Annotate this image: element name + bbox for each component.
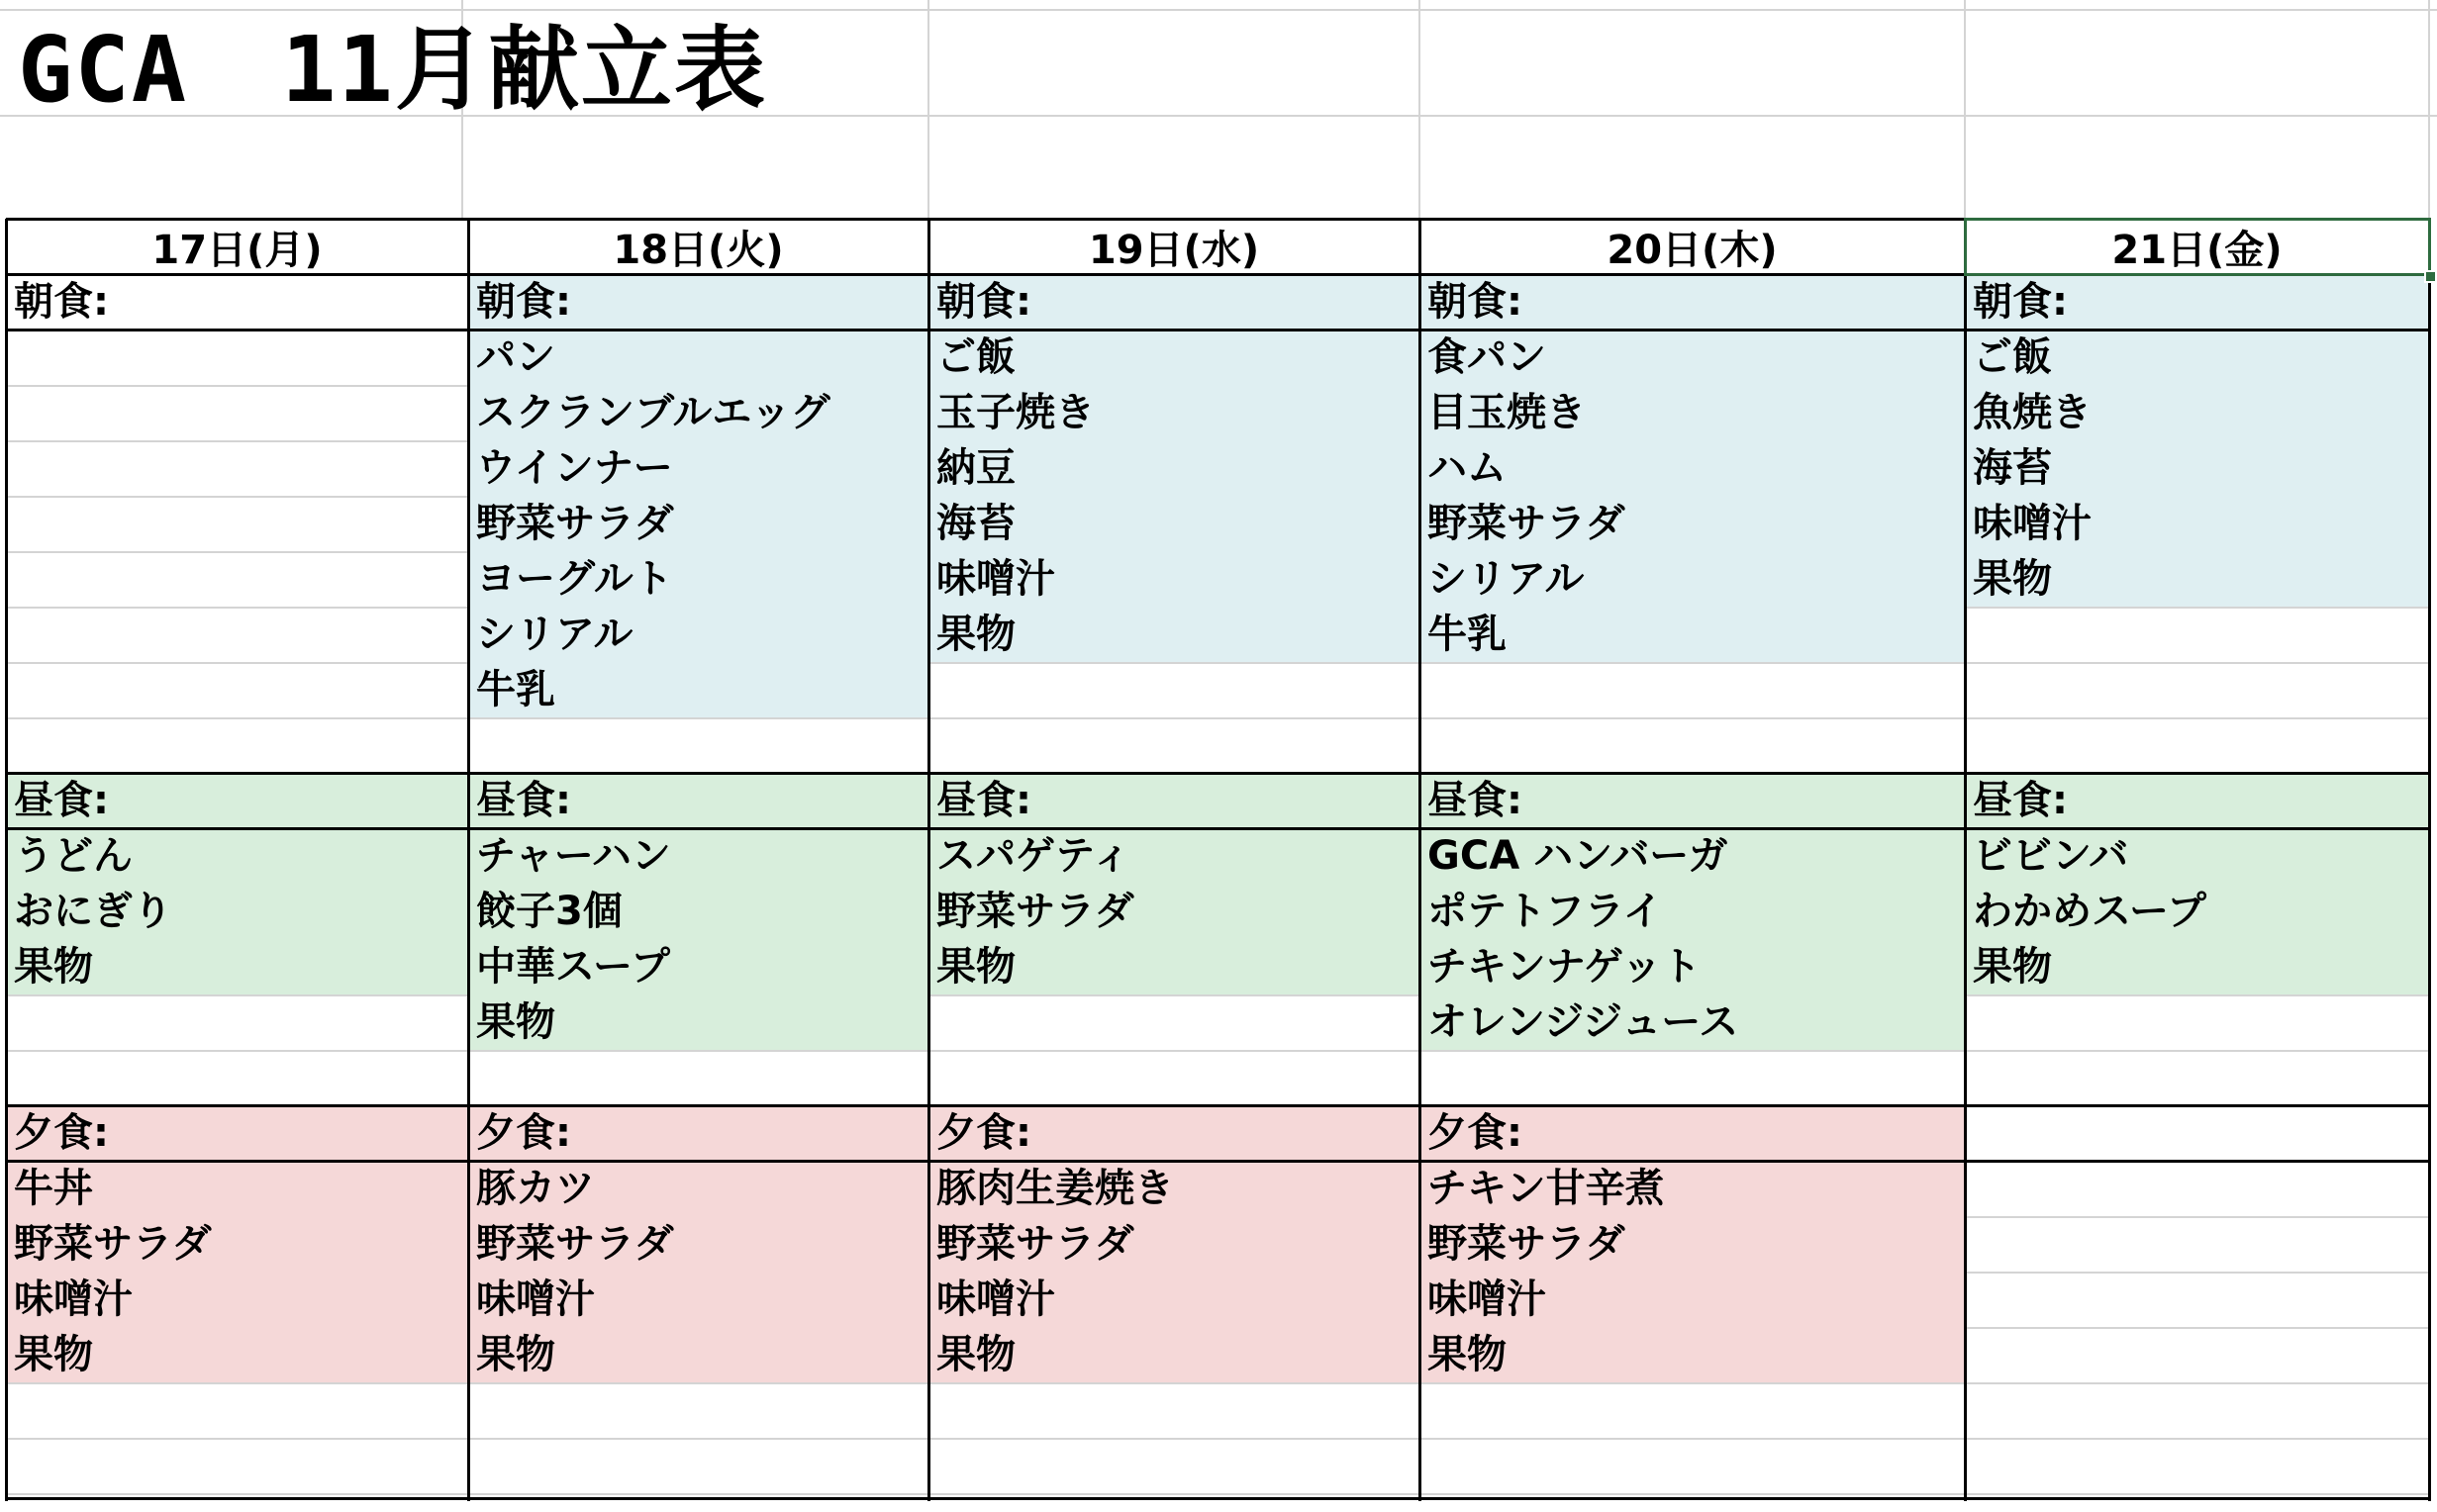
cell-gridline <box>6 385 468 387</box>
breakfast-label[interactable]: 朝食: <box>1427 279 1522 325</box>
menu-item[interactable]: 魚焼き <box>1973 390 2092 435</box>
breakfast-label[interactable]: 朝食: <box>476 279 571 325</box>
cell-gridline <box>6 1382 468 1384</box>
cell-gridline <box>6 440 468 442</box>
breakfast-label[interactable]: 朝食: <box>1973 279 2068 325</box>
menu-item[interactable]: 目玉焼き <box>1427 390 1586 435</box>
menu-item[interactable]: 野菜サラダ <box>1427 501 1625 546</box>
day-header[interactable]: 19日(水) <box>1088 227 1260 273</box>
dinner-label[interactable]: 夕食: <box>476 1110 571 1156</box>
cell-gridline <box>1965 1493 2429 1495</box>
menu-item[interactable]: オレンジジュース <box>1427 999 1739 1045</box>
cell-gridline <box>6 551 468 553</box>
selected-cell[interactable] <box>1964 218 2431 276</box>
cell-gridline <box>1419 717 1965 719</box>
table-border <box>6 1160 2429 1163</box>
cell-gridline <box>928 1382 1419 1384</box>
menu-item[interactable]: 中華スープ <box>476 944 670 990</box>
sheet-title[interactable]: GCA 11月献立表 <box>18 17 767 123</box>
cell-gridline <box>1419 662 1965 664</box>
table-border <box>927 219 930 1501</box>
menu-item[interactable]: シリアル <box>476 612 634 657</box>
menu-item[interactable]: 果物 <box>936 1332 1016 1377</box>
cell-gridline <box>6 496 468 498</box>
table-border <box>6 772 2429 775</box>
cell-gridline <box>6 607 468 609</box>
menu-item[interactable]: 餃子3個 <box>476 889 623 934</box>
cell-gridline <box>468 1382 928 1384</box>
menu-item[interactable]: スパゲティ <box>936 833 1131 879</box>
cell-gridline <box>1419 1382 1965 1384</box>
menu-item[interactable]: 味噌汁 <box>936 556 1055 602</box>
menu-item[interactable]: パン <box>476 334 555 380</box>
menu-item[interactable]: 果物 <box>936 612 1016 657</box>
table-border <box>2428 219 2431 1501</box>
cell-gridline <box>468 1050 928 1052</box>
day-header[interactable]: 17日(月) <box>151 227 323 273</box>
menu-item[interactable]: 野菜サラダ <box>476 1221 674 1267</box>
cell-gridline <box>1965 1382 2429 1384</box>
cell-gridline <box>6 1438 468 1440</box>
cell-gridline <box>928 662 1419 664</box>
menu-item[interactable]: 野菜サラダ <box>476 501 674 546</box>
menu-item[interactable]: わかめスープ <box>1973 889 2206 934</box>
dinner-label[interactable]: 夕食: <box>936 1110 1031 1156</box>
day-column <box>6 219 468 1501</box>
dinner-label[interactable]: 夕食: <box>14 1110 109 1156</box>
menu-item[interactable]: 果物 <box>14 944 93 990</box>
menu-table <box>6 219 2429 1501</box>
menu-item[interactable]: 牛乳 <box>476 667 555 712</box>
menu-item[interactable]: 野菜サラダ <box>14 1221 212 1267</box>
cell-gridline <box>928 717 1419 719</box>
menu-item[interactable]: ご飯 <box>936 334 1016 380</box>
day-column <box>1965 219 2429 1501</box>
menu-item[interactable]: 果物 <box>1973 556 2052 602</box>
cell-gridline <box>928 1493 1419 1495</box>
menu-item[interactable]: ハム <box>1427 445 1507 491</box>
menu-item[interactable]: チキンナゲット <box>1427 944 1702 990</box>
day-header[interactable]: 20日(木) <box>1607 227 1778 273</box>
cell-gridline <box>468 1493 928 1495</box>
menu-item[interactable]: 納豆 <box>936 445 1016 491</box>
table-border <box>6 1497 2429 1500</box>
table-border <box>6 1104 2429 1107</box>
menu-item[interactable]: 野菜サラダ <box>1427 1221 1625 1267</box>
menu-item[interactable]: 豚肉生姜焼き <box>936 1166 1174 1211</box>
table-border <box>467 219 470 1501</box>
cell-gridline <box>6 994 468 996</box>
menu-item[interactable]: 果物 <box>476 1332 555 1377</box>
breakfast-label[interactable]: 朝食: <box>936 279 1031 325</box>
menu-item[interactable]: 味噌汁 <box>476 1276 595 1322</box>
menu-item[interactable]: 味噌汁 <box>14 1276 133 1322</box>
menu-item[interactable]: 果物 <box>14 1332 93 1377</box>
menu-item[interactable]: 果物 <box>1973 944 2052 990</box>
menu-item[interactable]: 海苔 <box>1973 445 2052 491</box>
lunch-label[interactable]: 昼食: <box>14 778 109 823</box>
cell-gridline <box>928 1438 1419 1440</box>
lunch-label[interactable]: 昼食: <box>476 778 571 823</box>
menu-item[interactable]: ポテトフライ <box>1427 889 1663 934</box>
menu-item[interactable]: 果物 <box>476 999 555 1045</box>
day-column <box>1419 219 1965 1501</box>
table-border <box>1418 219 1421 1501</box>
menu-item[interactable]: 玉子焼き <box>936 390 1095 435</box>
menu-item[interactable]: 味噌汁 <box>1427 1276 1546 1322</box>
cell-gridline <box>928 1050 1419 1052</box>
menu-item[interactable]: GCA ハンバーガ <box>1427 833 1728 879</box>
menu-item[interactable]: チャーハン <box>476 833 671 879</box>
cell-gridline <box>6 1050 468 1052</box>
menu-item[interactable]: 食パン <box>1427 334 1546 380</box>
day-header[interactable]: 21日(金) <box>2111 227 2283 273</box>
cell-gridline <box>1965 1272 2429 1274</box>
cell-gridline <box>1965 1327 2429 1329</box>
fill-handle[interactable] <box>2424 270 2437 283</box>
cell-gridline <box>468 1438 928 1440</box>
table-border <box>6 827 2429 830</box>
menu-item[interactable]: スクランブルエッグ <box>476 390 830 435</box>
cell-gridline <box>6 662 468 664</box>
menu-item[interactable]: 牛丼 <box>14 1166 93 1211</box>
menu-item[interactable]: 味噌汁 <box>936 1276 1055 1322</box>
cell-gridline <box>928 994 1419 996</box>
cell-gridline <box>1419 1438 1965 1440</box>
menu-item[interactable]: うどん <box>14 833 133 879</box>
table-border <box>1964 219 1967 1501</box>
cell-gridline <box>1419 1493 1965 1495</box>
cell-gridline <box>1965 1216 2429 1218</box>
menu-item[interactable]: ご飯 <box>1973 334 2052 380</box>
menu-item[interactable]: ビビンバ <box>1973 833 2129 879</box>
menu-item[interactable]: 野菜サラダ <box>936 1221 1134 1267</box>
menu-item[interactable]: ヨーグルト <box>476 556 673 602</box>
breakfast-label[interactable]: 朝食: <box>14 279 109 325</box>
cell-gridline <box>1965 662 2429 664</box>
cell-gridline <box>1965 607 2429 609</box>
cell-gridline <box>6 717 468 719</box>
cell-gridline <box>1965 1438 2429 1440</box>
cell-gridline <box>6 1493 468 1495</box>
menu-item[interactable]: 果物 <box>936 944 1016 990</box>
day-header[interactable]: 18日(火) <box>613 227 784 273</box>
cell-gridline <box>468 717 928 719</box>
lunch-label[interactable]: 昼食: <box>1427 778 1522 823</box>
cell-gridline <box>1965 994 2429 996</box>
menu-item[interactable]: チキン甘辛煮 <box>1427 1166 1665 1211</box>
table-border <box>5 219 8 1501</box>
cell-gridline <box>1965 717 2429 719</box>
dinner-label[interactable]: 夕食: <box>1427 1110 1522 1156</box>
menu-item[interactable]: 海苔 <box>936 501 1016 546</box>
day-column <box>468 219 928 1501</box>
menu-item[interactable]: 豚カツ <box>476 1166 595 1211</box>
cell-gridline <box>1965 1050 2429 1052</box>
table-border <box>6 329 2429 331</box>
menu-item[interactable]: シリアル <box>1427 556 1585 602</box>
menu-item[interactable]: 牛乳 <box>1427 612 1507 657</box>
menu-item[interactable]: ウインナー <box>476 445 673 491</box>
lunch-label[interactable]: 昼食: <box>1973 778 2068 823</box>
menu-item[interactable]: 果物 <box>1427 1332 1507 1377</box>
menu-item[interactable]: おにぎり <box>14 889 172 934</box>
menu-item[interactable]: 野菜サラダ <box>936 889 1134 934</box>
cell-gridline <box>1419 1050 1965 1052</box>
lunch-label[interactable]: 昼食: <box>936 778 1031 823</box>
day-column <box>928 219 1419 1501</box>
menu-item[interactable]: 味噌汁 <box>1973 501 2092 546</box>
